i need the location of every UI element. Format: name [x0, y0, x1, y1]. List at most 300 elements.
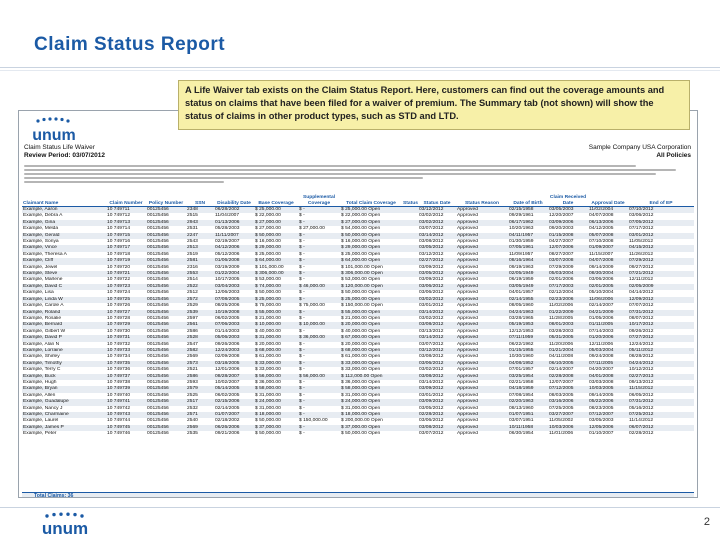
claimant-name-cell: Example, Buck — [22, 374, 106, 380]
table-cell: 03/02/2012 — [418, 220, 456, 226]
table-cell: 01/07/2007 — [214, 412, 254, 418]
table-cell: $ 33,000.00 Open — [340, 361, 402, 367]
table-cell: 2519 — [187, 251, 198, 257]
table-cell: $ - — [298, 245, 340, 251]
claimant-name-cell: Example, Shirley — [23, 354, 60, 360]
table-cell: 02/14/2007 — [589, 303, 614, 309]
table-cell: 07/12/2007 — [588, 412, 628, 418]
table-cell: 03/05/1949 — [508, 284, 548, 290]
table-cell: $ 61,000.00 — [255, 354, 281, 360]
table-cell: Approved — [457, 392, 478, 398]
table-row — [22, 226, 694, 232]
table-cell: 10/02/2007 — [215, 379, 240, 385]
column-header: Claim Number — [106, 195, 146, 207]
table-cell: $ 50,000.00 Open — [340, 233, 402, 239]
table-cell: 00125456 — [147, 392, 169, 398]
table-cell: Approved — [457, 328, 478, 334]
table-cell: $ 150,000.00 Open — [341, 303, 383, 309]
table-cell: 02/15/1958 — [508, 207, 548, 214]
table-cell: Approved — [456, 425, 508, 431]
table-cell: 07/08/1954 — [509, 392, 534, 398]
table-cell: 03/13/2012 — [419, 328, 444, 334]
table-cell: 11/15/2007 — [589, 251, 614, 257]
table-cell: 07/25/2005 — [549, 405, 574, 411]
table-cell: 2348 — [186, 207, 214, 214]
table-cell: 07/17/2012 — [629, 226, 654, 232]
table-cell: $ 24,000.00 Open — [340, 399, 402, 405]
table-cell: $ 31,000.00 — [255, 392, 281, 398]
table-cell: 2569 — [187, 354, 198, 360]
column-header: Total Claim Coverage — [340, 195, 402, 207]
table-cell: 2521 — [187, 367, 198, 373]
table-cell: 10/11/1958 — [508, 425, 548, 431]
table-cell: 02/05/2009 — [628, 284, 694, 290]
table-row — [22, 290, 694, 296]
table-cell: 01/14/2003 — [215, 328, 240, 334]
title-divider-secondary — [0, 70, 720, 71]
table-cell: Approved — [457, 303, 478, 309]
claimant-name-cell: Example, Timothy — [22, 361, 106, 367]
table-cell: 01/22/2009 — [548, 310, 588, 316]
table-cell: $ - — [298, 412, 340, 418]
table-cell: 03/02/2012 — [419, 213, 444, 219]
table-cell: 06/05/2012 — [629, 392, 654, 398]
column-header: Policy Number — [146, 195, 186, 207]
table-row — [22, 386, 694, 392]
table-cell: Approved — [457, 367, 478, 373]
footer-logo-text: unum — [41, 519, 89, 537]
table-cell: 2513 — [186, 245, 214, 251]
table-cell: Approved — [457, 251, 478, 257]
table-cell: 12/09/2012 — [628, 297, 694, 303]
table-cell: $ 53,000.00 Open — [341, 277, 381, 283]
table-cell: 09/26/2006 — [215, 341, 240, 347]
claimant-name-cell: Example, Theresa A — [23, 251, 67, 257]
table-cell: 07/17/2003 — [548, 284, 588, 290]
table-cell: 03/05/2003 — [589, 418, 614, 424]
table-cell: 08/03/2005 — [549, 392, 574, 398]
table-cell: 06/07/2012 — [628, 425, 694, 431]
table-cell: 00125456 — [147, 341, 169, 347]
table-cell: $ 29,000.00 Open — [340, 245, 402, 251]
table-cell: 08/01/2003 — [548, 322, 588, 328]
table-cell: 12/01/2006 — [215, 367, 240, 373]
table-cell: 2593 — [187, 379, 198, 385]
table-cell: $ - — [298, 348, 340, 354]
table-cell: 11/26/2012 — [629, 251, 654, 257]
table-cell: 08/28/2007 — [214, 374, 254, 380]
table-cell: $ 56,000.00 — [298, 374, 340, 380]
table-cell: 02/28/2012 — [418, 412, 456, 418]
table-cell: $ 10,000.00 — [298, 322, 340, 328]
table-cell: 03/09/2012 — [418, 399, 456, 405]
table-cell: $ - — [299, 213, 305, 219]
column-header: SSN — [186, 195, 214, 207]
table-cell: 12/11/2012 — [629, 277, 654, 283]
table-row — [22, 258, 694, 264]
table-cell: 10 749744 — [107, 418, 131, 424]
table-cell: 03/06/2012 — [629, 213, 654, 219]
table-cell: 06/19/1959 — [509, 277, 534, 283]
table-cell: $ - — [299, 431, 305, 437]
table-cell: 12/11/2006 — [589, 341, 614, 347]
table-cell: 09/21/2006 — [215, 431, 240, 437]
table-cell: 00125456 — [146, 374, 186, 380]
table-cell: $ 25,000.00 Open — [341, 251, 381, 257]
table-cell: 00125456 — [146, 335, 186, 341]
table-row — [22, 245, 694, 251]
table-cell: $ - — [299, 341, 305, 347]
table-row — [22, 213, 694, 219]
table-cell: 05/28/2003 — [215, 226, 240, 232]
table-cell: $ 74,000.00 — [254, 284, 298, 290]
table-cell: 09/26/2012 — [629, 328, 654, 334]
company-name: Sample Company USA Corporation — [588, 144, 691, 151]
table-cell: 2571 — [186, 412, 214, 418]
table-cell: 05/16/2012 — [629, 405, 654, 411]
table-cell: 11/05/2012 — [629, 239, 654, 245]
table-row — [22, 342, 694, 348]
table-cell: $ 36,000.00 — [255, 379, 281, 385]
table-cell: 03/14/2012 — [418, 310, 456, 316]
table-cell: 10 749731 — [106, 335, 146, 341]
table-cell: 08/16/1964 — [508, 258, 548, 264]
table-cell: 2525 — [187, 392, 198, 398]
claimant-name-cell: Example, Gina — [22, 220, 106, 226]
table-cell: $ 53,000.00 — [255, 277, 281, 283]
unum-logo-mark — [36, 117, 69, 122]
table-cell: 10 749725 — [106, 297, 146, 303]
table-cell: 03/09/2012 — [419, 277, 444, 283]
table-cell: 2316 — [187, 264, 198, 270]
table-cell: 07/27/2012 — [628, 335, 694, 341]
table-cell: $ - — [299, 239, 305, 245]
table-cell: $ - — [299, 354, 305, 360]
table-cell: 10 749719 — [106, 258, 146, 264]
table-cell: 10 749718 — [107, 251, 131, 257]
table-cell: $ 150,000.00 — [299, 418, 328, 424]
table-cell: 08/05/1960 — [509, 303, 534, 309]
table-cell: $ 54,000.00 Open — [341, 226, 381, 232]
table-cell: Approved — [457, 213, 478, 219]
table-cell: $ 58,000.00 Open — [340, 386, 402, 392]
table-cell: 10/30/1960 — [509, 354, 534, 360]
table-cell: 10 749726 — [107, 303, 131, 309]
table-cell: 11/06/2006 — [588, 297, 628, 303]
table-cell: Approved — [457, 379, 478, 385]
table-cell: 11/01/2006 — [549, 431, 574, 437]
table-cell: 03/18/2005 — [214, 361, 254, 367]
table-cell: 03/05/2012 — [419, 405, 444, 411]
table-cell: $ - — [298, 220, 340, 226]
table-cell: 04/11/1957 — [508, 233, 548, 239]
table-cell: 2586 — [186, 374, 214, 380]
table-cell: 2531 — [187, 226, 198, 232]
table-cell: 04/24/1963 — [508, 310, 548, 316]
column-header: Claimant Name — [22, 195, 106, 207]
table-cell: Approved — [456, 258, 508, 264]
table-cell: 03/07/2012 — [419, 431, 444, 437]
table-cell: 03/02/2012 — [419, 315, 444, 321]
table-cell: Approved — [457, 290, 478, 296]
table-cell: 07/11/1959 — [508, 335, 548, 341]
column-header: End of EP — [628, 195, 694, 207]
table-cell: 01/30/1959 — [509, 239, 534, 245]
disclaimer-line — [24, 169, 676, 171]
table-cell: $ 37,000.00 — [254, 425, 298, 431]
table-cell: 2572 — [186, 297, 214, 303]
table-cell: 00125456 — [146, 245, 186, 251]
table-cell: $ 27,000.00 — [255, 226, 281, 232]
table-cell: 03/01/2012 — [419, 303, 444, 309]
table-cell: 11/04/2007 — [215, 213, 240, 219]
table-cell: $ - — [299, 379, 305, 385]
claimant-name-cell: Example, Lisa — [23, 290, 54, 296]
table-cell: 07/21/2012 — [628, 271, 694, 277]
table-cell: Approved — [457, 239, 478, 245]
logo-text: unum — [32, 127, 76, 144]
table-cell: 10 749721 — [106, 271, 146, 277]
table-cell: $ 101,000.00 Open — [341, 264, 383, 270]
table-cell: $ - — [299, 367, 305, 373]
table-cell: 04/12/2005 — [589, 226, 614, 232]
table-cell: 04/27/2007 — [549, 239, 574, 245]
table-cell: 05/12/2006 — [215, 251, 240, 257]
table-cell: $ - — [299, 328, 305, 334]
claimant-name-cell: Example, Bryan — [22, 386, 106, 392]
table-cell: 06/30/1954 — [509, 431, 534, 437]
column-header: Approval Date — [588, 195, 628, 207]
table-cell: 04/01/1957 — [509, 290, 534, 296]
table-cell: 03/08/2012 — [419, 354, 444, 360]
claimant-name-cell: Example, Sonya — [23, 239, 59, 245]
review-period: Review Period: 03/07/2012 — [24, 152, 105, 159]
table-cell: $ 36,000.00 — [298, 335, 340, 341]
table-cell: 10 749734 — [107, 354, 131, 360]
table-cell: 07/29/2009 — [549, 264, 574, 270]
table-cell: $ 46,000.00 — [298, 284, 340, 290]
table-cell: 02/01/2006 — [549, 277, 574, 283]
table-cell: 07/12/2005 — [548, 386, 588, 392]
table-cell: 10 749742 — [107, 405, 131, 411]
table-cell: 03/06/2012 — [418, 284, 456, 290]
table-cell: 11/11/2007 — [214, 233, 254, 239]
table-cell: 03/02/2012 — [418, 297, 456, 303]
table-cell: 01/05/2006 — [589, 315, 614, 321]
table-cell: 03/09/2006 — [548, 220, 588, 226]
table-cell: Approved — [456, 412, 508, 418]
table-cell: 10 749723 — [106, 284, 146, 290]
table-cell: Approved — [456, 361, 508, 367]
table-cell: 03/06/2006 — [589, 277, 614, 283]
table-cell: 04/08/1952 — [508, 361, 548, 367]
table-cell: $ - — [298, 310, 340, 316]
claims-table-header — [22, 195, 694, 207]
table-cell: 00125456 — [147, 354, 169, 360]
table-cell: 03/09/2012 — [418, 386, 456, 392]
table-cell: 02/21/1958 — [509, 379, 534, 385]
table-cell: 10 749728 — [107, 315, 131, 321]
table-cell: 2581 — [186, 258, 214, 264]
table-cell: 10 749717 — [106, 245, 146, 251]
table-cell: 01/22/2004 — [214, 271, 254, 277]
table-cell: 01/13/2006 — [214, 220, 254, 226]
table-cell: $ 40,000.00 — [255, 328, 281, 334]
table-row — [22, 277, 694, 283]
table-cell: 04/15/2012 — [628, 245, 694, 251]
column-header: Status — [402, 195, 418, 207]
table-cell: $ 50,000.00 — [254, 233, 298, 239]
table-cell: 07/07/2012 — [629, 303, 654, 309]
table-cell: $ 200,000.00 Open — [341, 418, 383, 424]
table-cell: 00125456 — [146, 412, 186, 418]
table-cell: Approved — [456, 233, 508, 239]
table-cell: 08/28/2012 — [629, 354, 654, 360]
table-cell: $ 75,000.00 — [299, 303, 325, 309]
claimant-name-cell: Example, Jewel — [23, 264, 58, 270]
table-cell: $ 55,000.00 — [254, 310, 298, 316]
table-cell: 2597 — [187, 315, 198, 321]
claimant-name-cell: Example, Peter — [23, 431, 57, 437]
table-cell: 02/18/2002 — [215, 418, 240, 424]
table-cell: 03/08/2012 — [418, 322, 456, 328]
table-cell: Approved — [457, 226, 478, 232]
table-cell: 10/12/2012 — [629, 367, 654, 373]
table-cell: Approved — [457, 405, 478, 411]
table-cell: 06/13/2006 — [588, 220, 628, 226]
table-cell: 10 749733 — [106, 348, 146, 354]
table-cell: 06/28/2002 — [214, 207, 254, 214]
table-cell: $ 25,000.00 Open — [340, 297, 402, 303]
title-divider — [0, 67, 720, 68]
table-cell: $ 25,000.00 Open — [340, 207, 402, 214]
table-cell: Approved — [457, 264, 478, 270]
claimant-name-cell: Example, Laurel — [23, 418, 59, 424]
table-cell: 08/07/2012 — [629, 315, 654, 321]
claimant-name-cell: Example, Charmaine — [22, 412, 106, 418]
table-row — [22, 322, 694, 328]
table-cell: 05/07/2008 — [588, 233, 628, 239]
table-cell: Approved — [456, 374, 508, 380]
table-cell: 09/29/1961 — [509, 213, 534, 219]
claimant-name-cell: Example, Allen — [23, 392, 56, 398]
table-cell: 05/31/2005 — [548, 335, 588, 341]
table-cell: 04/11/2008 — [549, 354, 574, 360]
table-cell: 07/05/1961 — [508, 245, 548, 251]
table-cell: 07/31/2012 — [628, 399, 694, 405]
table-cell: 06/26/2006 — [214, 425, 254, 431]
table-cell: 10 749746 — [107, 431, 131, 437]
table-cell: 03/08/2012 — [419, 239, 444, 245]
claimant-name-cell: Example, Hugh — [23, 379, 57, 385]
table-cell: 00125456 — [147, 290, 169, 296]
table-cell: 09/27/2012 — [629, 264, 654, 270]
table-cell: Approved — [456, 335, 508, 341]
table-row — [22, 354, 694, 360]
table-cell: 00125456 — [146, 386, 186, 392]
table-cell: 05/06/2003 — [214, 335, 254, 341]
table-cell: 06/02/2005 — [215, 392, 240, 398]
table-cell: 07/10/2012 — [628, 207, 694, 214]
table-cell: $ 68,000.00 Open — [340, 348, 402, 354]
table-cell: Approved — [456, 271, 508, 277]
table-cell: Approved — [456, 284, 508, 290]
table-cell: $ 64,000.00 Open — [340, 258, 402, 264]
table-cell: 08/23/2005 — [589, 405, 614, 411]
table-cell: Approved — [456, 348, 508, 354]
table-cell: 03/12/2012 — [419, 251, 444, 257]
table-cell: 02/27/2013 — [628, 374, 694, 380]
table-cell: 00125456 — [147, 264, 169, 270]
claimant-name-cell: Example, Linda W — [22, 297, 106, 303]
table-cell: $ 31,000.00 — [254, 335, 298, 341]
claimant-name-cell: Example, Roland — [22, 310, 106, 316]
table-cell: 12/05/2006 — [588, 425, 628, 431]
column-header: Status Date — [418, 195, 456, 207]
table-cell: $ 18,000.00 — [254, 412, 298, 418]
table-cell: 04/07/2008 — [589, 213, 614, 219]
table-cell: 03/03/2008 — [589, 379, 614, 385]
column-header: Base Coverage — [254, 195, 298, 207]
claimant-name-cell: Example, Gerald — [22, 233, 106, 239]
table-cell: $ - — [298, 233, 340, 239]
table-cell: 03/28/1965 — [509, 315, 534, 321]
table-cell: $ 25,000.00 — [254, 297, 298, 303]
table-cell: 10 749724 — [107, 290, 131, 296]
table-cell: 00125456 — [146, 207, 186, 214]
table-cell: 02/14/2005 — [215, 405, 240, 411]
table-cell: Approved — [457, 431, 478, 437]
table-cell: $ - — [298, 399, 340, 405]
table-cell: $ 64,000.00 — [254, 258, 298, 264]
table-cell: 10 749737 — [106, 374, 146, 380]
table-cell: 10/03/2006 — [548, 425, 588, 431]
table-cell: 03/01/2012 — [628, 233, 694, 239]
table-cell: $ 50,000.00 Open — [341, 290, 381, 296]
table-cell: 10 749716 — [107, 239, 131, 245]
table-cell: $ 10,000.00 — [254, 322, 298, 328]
claimant-name-cell: Example, Alan N — [23, 341, 60, 347]
table-cell: $ 20,000.00 Open — [340, 322, 402, 328]
table-cell: 10 749740 — [107, 392, 131, 398]
claimant-name-cell: Example, Marlene — [23, 277, 63, 283]
table-cell: 02/20/1963 — [508, 399, 548, 405]
table-cell: 03/14/2012 — [419, 379, 444, 385]
table-cell: $ 37,000.00 Open — [340, 425, 402, 431]
table-cell: $ 58,000.00 — [254, 386, 298, 392]
table-cell: 02/23/2006 — [548, 297, 588, 303]
table-cell: 05/11/2012 — [628, 348, 694, 354]
table-cell: 10/19/2008 — [214, 310, 254, 316]
total-claims: Total Claims: 36 — [22, 492, 694, 498]
table-cell: 01/10/2007 — [589, 431, 614, 437]
table-cell: 00125456 — [147, 379, 169, 385]
table-cell: 09/24/2008 — [589, 354, 614, 360]
table-cell: 02/01/2005 — [588, 284, 628, 290]
table-cell: $ 31,000.00 Open — [341, 392, 381, 398]
table-cell: $ 20,000.00 Open — [341, 341, 381, 347]
table-cell: 04/07/2008 — [588, 258, 628, 264]
table-cell: $ 16,000.00 — [255, 239, 281, 245]
table-cell: 12/20/2007 — [549, 213, 574, 219]
table-cell: 03/19/2009 — [215, 264, 240, 270]
table-cell: 10/17/2012 — [628, 322, 694, 328]
table-cell: 00125456 — [147, 239, 169, 245]
table-cell: Approved — [457, 341, 478, 347]
disclaimer-line — [24, 165, 636, 167]
report-screenshot — [18, 110, 698, 498]
table-cell: 03/27/2007 — [548, 412, 588, 418]
